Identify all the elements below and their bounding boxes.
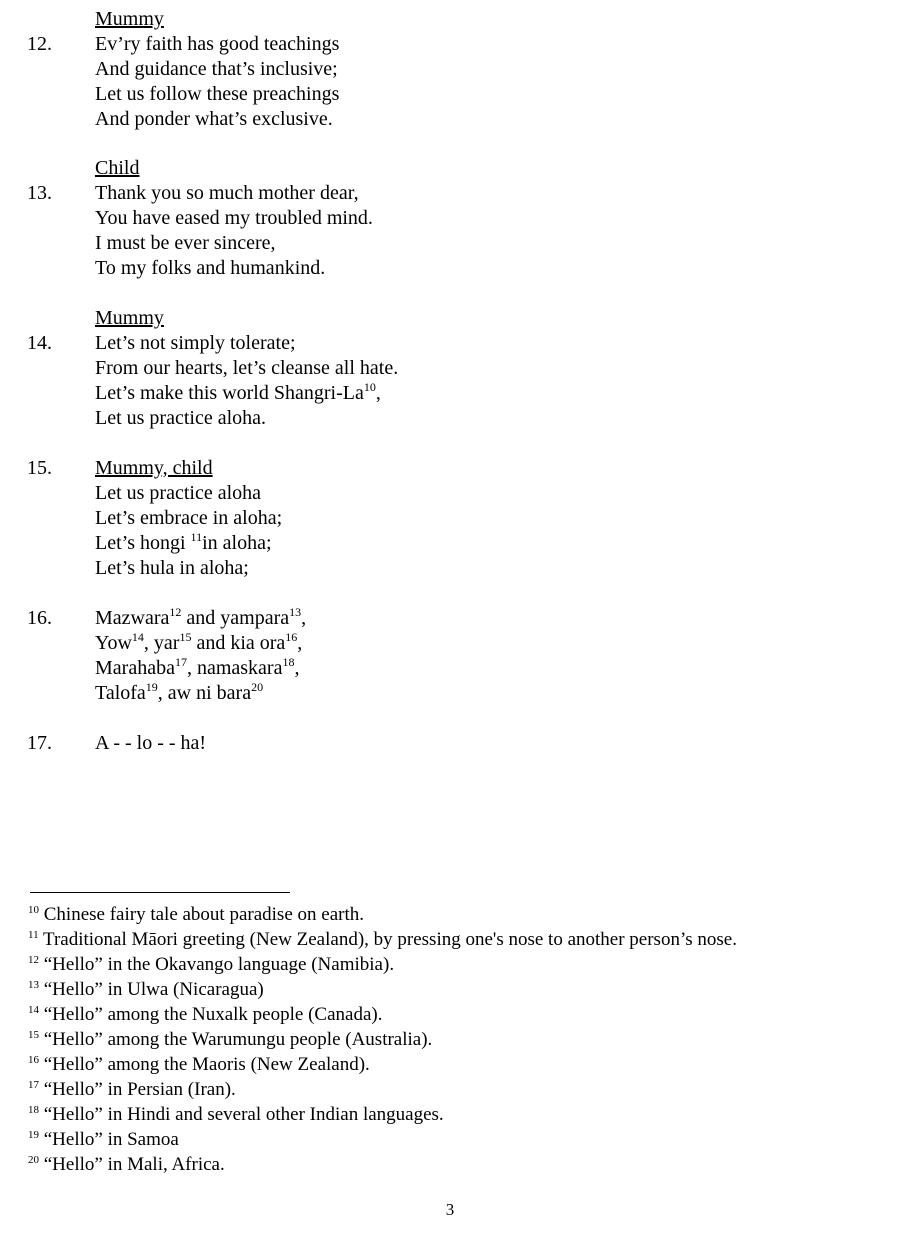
stanza-number: 17. xyxy=(27,732,52,754)
verse-line xyxy=(95,531,272,556)
verse-line: You have eased my troubled mind. xyxy=(95,207,373,229)
footnote-ref: 15 xyxy=(179,630,192,644)
footnote xyxy=(28,1002,382,1027)
footnote xyxy=(28,952,394,977)
page-number: 3 xyxy=(445,1200,455,1219)
verse-text: Marahaba xyxy=(95,657,175,679)
footnote-ref: 13 xyxy=(289,605,302,619)
verse-text: Let’s hongi xyxy=(95,532,191,554)
verse-line: Let’s embrace in aloha; xyxy=(95,507,283,529)
footnote-mark: 16 xyxy=(28,1054,39,1066)
footnote-mark: 14 xyxy=(28,1004,39,1016)
verse-line: Thank you so much mother dear, xyxy=(95,182,359,204)
verse-line xyxy=(95,631,302,656)
verse-text: , yar xyxy=(143,632,180,654)
footnote xyxy=(28,1052,370,1077)
speaker-label: Mummy xyxy=(95,307,164,329)
verse-line xyxy=(95,381,381,406)
verse-line: I must be ever sincere, xyxy=(95,232,276,254)
footnote-mark: 19 xyxy=(28,1129,39,1141)
footnote-text: “Hello” among the Warumungu people (Australia). xyxy=(39,1029,433,1050)
verse-line: From our hearts, let’s cleanse all hate. xyxy=(95,357,399,379)
verse-line: Let’s not simply tolerate; xyxy=(95,332,296,354)
footnote-ref: 16 xyxy=(285,630,298,644)
speaker-label: Mummy, child xyxy=(95,457,213,479)
verse-line: Let’s hula in aloha; xyxy=(95,557,249,579)
footnote-ref: 19 xyxy=(145,680,158,694)
footnote-text: Traditional Māori greeting (New Zealand), by pressing one's nose to another person’s nose. xyxy=(38,929,737,950)
verse-line xyxy=(95,681,263,706)
verse-line: Let us practice aloha xyxy=(95,482,262,504)
footnote-mark: 15 xyxy=(28,1029,39,1041)
speaker-label: Mummy xyxy=(95,8,164,30)
verse-line: Let us follow these preachings xyxy=(95,83,340,105)
verse-text: , xyxy=(294,657,300,679)
verse-text: , namaskara xyxy=(186,657,283,679)
verse-text: , xyxy=(301,607,307,629)
footnote-mark: 18 xyxy=(28,1104,39,1116)
footnote xyxy=(28,1102,444,1127)
footnote-text: “Hello” in Persian (Iran). xyxy=(39,1079,236,1100)
footnote-mark: 13 xyxy=(28,979,39,991)
footnote-ref: 18 xyxy=(282,655,295,669)
verse-line: Ev’ry faith has good teachings xyxy=(95,33,340,55)
verse-text: Talofa xyxy=(95,682,146,704)
footnote-separator xyxy=(30,892,290,893)
footnote-mark: 17 xyxy=(28,1079,39,1091)
footnote-ref: 17 xyxy=(174,655,187,669)
footnote xyxy=(28,927,737,952)
footnote xyxy=(28,977,264,1002)
footnote-text: “Hello” in Hindi and several other Indian languages. xyxy=(39,1104,444,1125)
footnote xyxy=(28,1152,225,1177)
stanza-number: 13. xyxy=(27,182,52,204)
footnote-text: Chinese fairy tale about paradise on earth. xyxy=(39,904,364,925)
stanza-number: 14. xyxy=(27,332,52,354)
footnote-mark: 11 xyxy=(28,929,39,941)
footnote-text: “Hello” in Mali, Africa. xyxy=(39,1154,225,1175)
footnote-text: “Hello” among the Nuxalk people (Canada). xyxy=(39,1004,383,1025)
verse-text: , xyxy=(375,382,381,404)
verse-text: , xyxy=(297,632,303,654)
verse-text: Let’s make this world Shangri-La xyxy=(95,382,364,404)
footnote-mark: 10 xyxy=(28,904,39,916)
stanza-number: 12. xyxy=(27,33,52,55)
verse-text: Yow xyxy=(95,632,132,654)
footnote-ref: 14 xyxy=(131,630,144,644)
footnote-mark: 12 xyxy=(28,954,39,966)
footnote xyxy=(28,1027,432,1052)
footnote-ref: 11 xyxy=(190,530,203,544)
verse-text: in aloha; xyxy=(202,532,272,554)
verse-text: and kia ora xyxy=(191,632,286,654)
verse-line: To my folks and humankind. xyxy=(95,257,326,279)
stanza-number: 16. xyxy=(27,607,52,629)
footnote xyxy=(28,1127,179,1152)
footnote-text: “Hello” among the Maoris (New Zealand). xyxy=(39,1054,370,1075)
stanza-number: 15. xyxy=(27,457,52,479)
verse-line: And ponder what’s exclusive. xyxy=(95,108,333,130)
footnote-mark: 20 xyxy=(28,1154,39,1166)
verse-text: and yampara xyxy=(181,607,290,629)
footnote-ref: 10 xyxy=(363,380,376,394)
verse-line xyxy=(95,606,306,631)
speaker-label: Child xyxy=(95,157,140,179)
footnote-text: “Hello” in Samoa xyxy=(39,1129,179,1150)
footnote xyxy=(28,902,364,927)
footnote-text: “Hello” in the Okavango language (Namibia). xyxy=(39,954,395,975)
verse-text: Mazwara xyxy=(95,607,170,629)
verse-line: A - - lo - - ha! xyxy=(95,732,207,754)
footnote-ref: 20 xyxy=(251,680,264,694)
footnote xyxy=(28,1077,236,1102)
verse-line xyxy=(95,656,299,681)
footnote-text: “Hello” in Ulwa (Nicaragua) xyxy=(39,979,264,1000)
verse-text: , aw ni bara xyxy=(157,682,252,704)
verse-line: Let us practice aloha. xyxy=(95,407,267,429)
footnote-ref: 12 xyxy=(169,605,182,619)
verse-line: And guidance that’s inclusive; xyxy=(95,58,338,80)
